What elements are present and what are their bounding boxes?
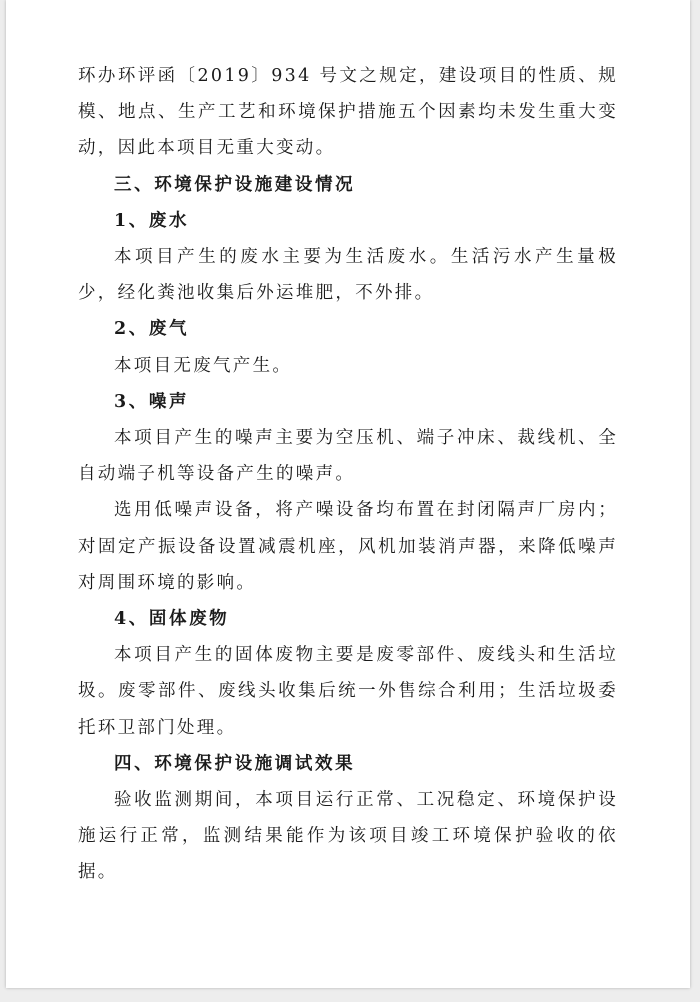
document-page	[6, 0, 690, 988]
subsection-solid-waste-heading: 4、固体废物	[114, 609, 230, 630]
subsection-noise-heading: 3、噪声	[114, 391, 190, 412]
section-4-paragraph: 验收监测期间，本项目运行正常、工况稳定、环境保护设施运行正常，监测结果能作为该项目竣工环境保护验收的依据。	[78, 790, 618, 883]
noise-paragraph-2: 选用低噪声设备，将产噪设备均布置在封闭隔声厂房内；对固定产振设备设置减震机座，风机加装消声器，来降低噪声对周围环境的影响。	[78, 500, 618, 593]
wastewater-paragraph: 本项目产生的废水主要为生活废水。生活污水产生量极少，经化粪池收集后外运堆肥，不外排。	[78, 247, 618, 304]
section-3-heading: 三、环境保护设施建设情况	[114, 174, 356, 195]
noise-paragraph-1: 本项目产生的噪声主要为空压机、端子冲床、裁线机、全自动端子机等设备产生的噪声。	[78, 428, 618, 485]
intro-paragraph: 环办环评函〔2019〕934 号文之规定，建设项目的性质、规模、地点、生产工艺和环境保护措施五个因素均未发生重大变动，因此本项目无重大变动。	[78, 66, 618, 159]
subsection-wastewater-heading: 1、废水	[114, 210, 190, 231]
section-4-heading: 四、环境保护设施调试效果	[114, 753, 356, 774]
solid-waste-paragraph: 本项目产生的固体废物主要是废零部件、废线头和生活垃圾。废零部件、废线头收集后统一外售综合利用；生活垃圾委托环卫部门处理。	[78, 645, 618, 738]
subsection-exhaust-gas-heading: 2、废气	[114, 319, 190, 340]
document-body	[78, 58, 618, 891]
exhaust-gas-paragraph: 本项目无废气产生。	[114, 355, 293, 376]
